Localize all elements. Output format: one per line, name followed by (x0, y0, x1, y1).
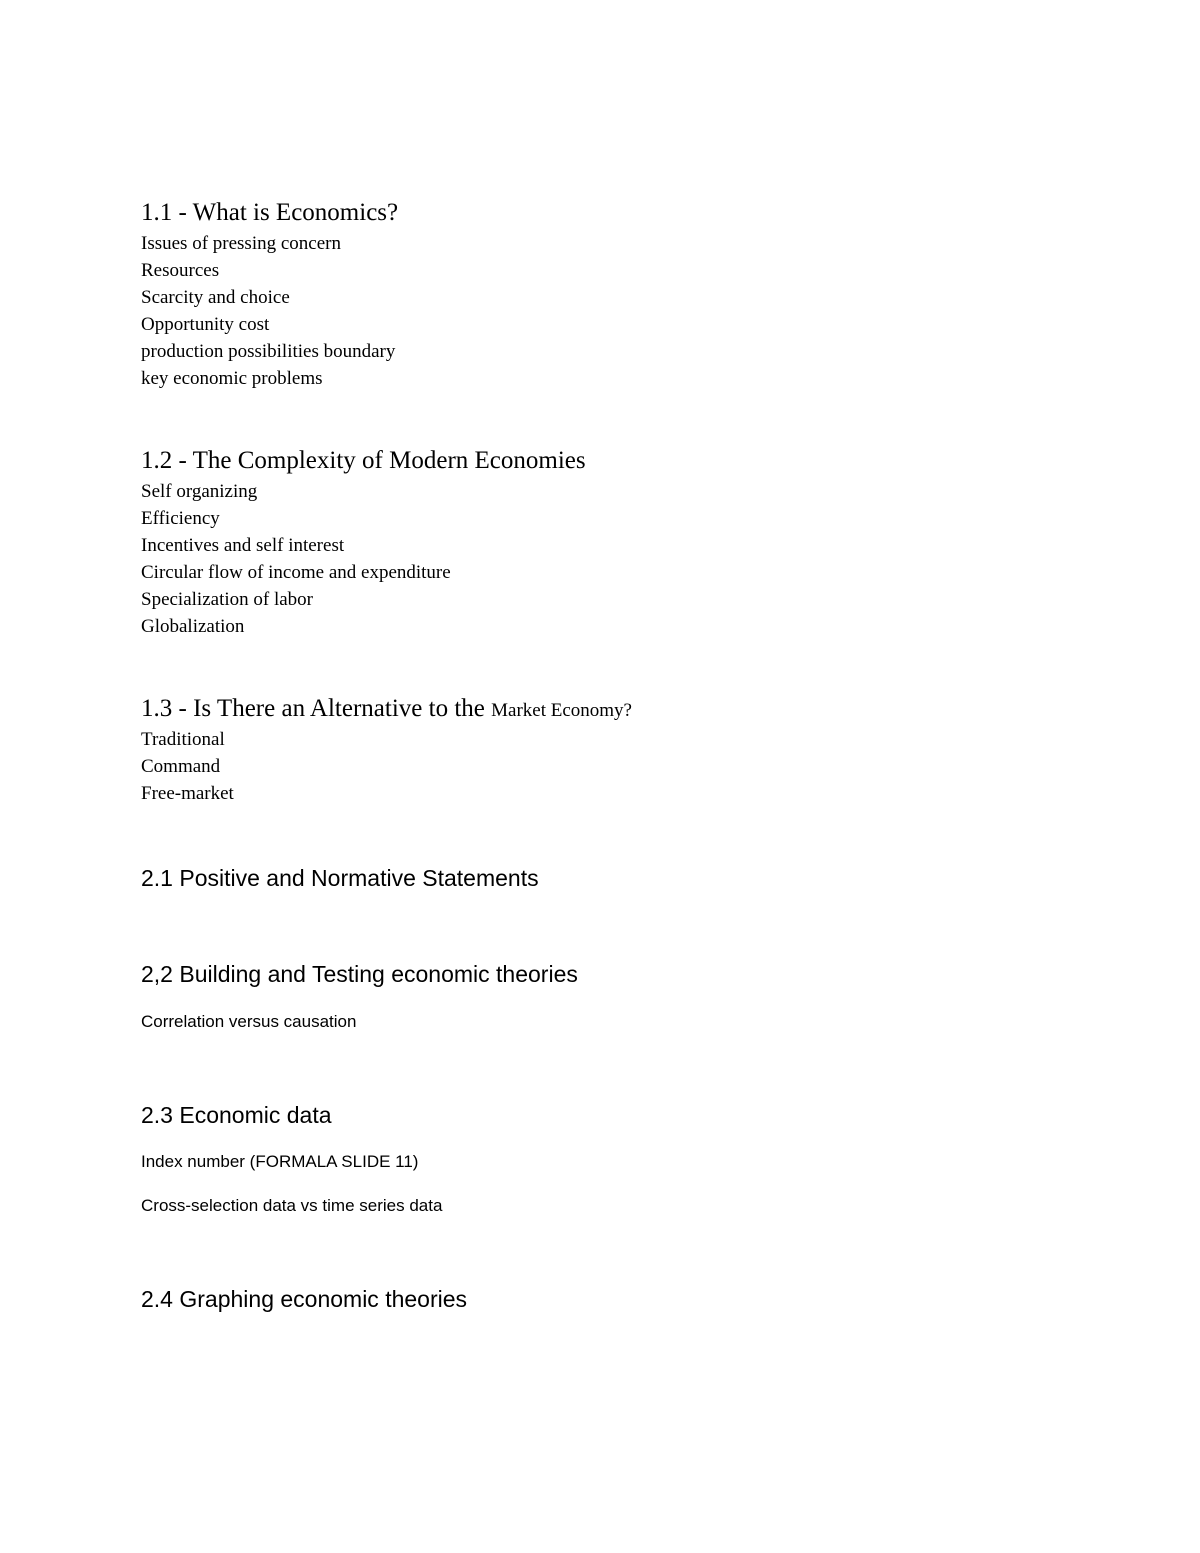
list-item: key economic problems (141, 368, 323, 389)
list-item: Free-market (141, 783, 234, 804)
section-2-3-paragraph: Cross-selection data vs time series data (141, 1196, 443, 1215)
section-2-3-heading: 2.3 Economic data (141, 1102, 332, 1128)
section-2-2-paragraph: Correlation versus causation (141, 1012, 357, 1031)
list-item: Opportunity cost (141, 314, 270, 335)
list-item: Command (141, 756, 221, 777)
list-item: Circular flow of income and expenditure (141, 562, 451, 583)
section-1-2-list (141, 478, 451, 640)
section-1-3-heading-main: 1.3 - Is There an Alternative to the (141, 695, 485, 722)
list-item: production possibilities boundary (141, 341, 396, 362)
section-1-3-heading-tail: Market Economy? (491, 700, 632, 721)
section-1-1-heading: 1.1 - What is Economics? (141, 199, 399, 226)
list-item: Resources (141, 260, 220, 281)
list-item: Incentives and self interest (141, 535, 345, 556)
section-1-2-heading: 1.2 - The Complexity of Modern Economies (141, 447, 586, 474)
list-item: Efficiency (141, 508, 220, 529)
list-item: Globalization (141, 616, 245, 637)
section-1-3-list (141, 726, 234, 807)
section-2-2-heading: 2,2 Building and Testing economic theories (141, 961, 578, 987)
list-item: Traditional (141, 729, 225, 750)
section-2-4-heading: 2.4 Graphing economic theories (141, 1286, 468, 1312)
list-item: Scarcity and choice (141, 287, 290, 308)
list-item: Specialization of labor (141, 589, 313, 610)
section-1-3-heading (141, 694, 632, 726)
list-item: Self organizing (141, 481, 258, 502)
section-2-1-heading: 2.1 Positive and Normative Statements (141, 865, 539, 891)
section-1-1-list (141, 230, 395, 392)
list-item: Issues of pressing concern (141, 233, 341, 254)
section-2-3-paragraph: Index number (FORMALA SLIDE 11) (141, 1152, 419, 1171)
